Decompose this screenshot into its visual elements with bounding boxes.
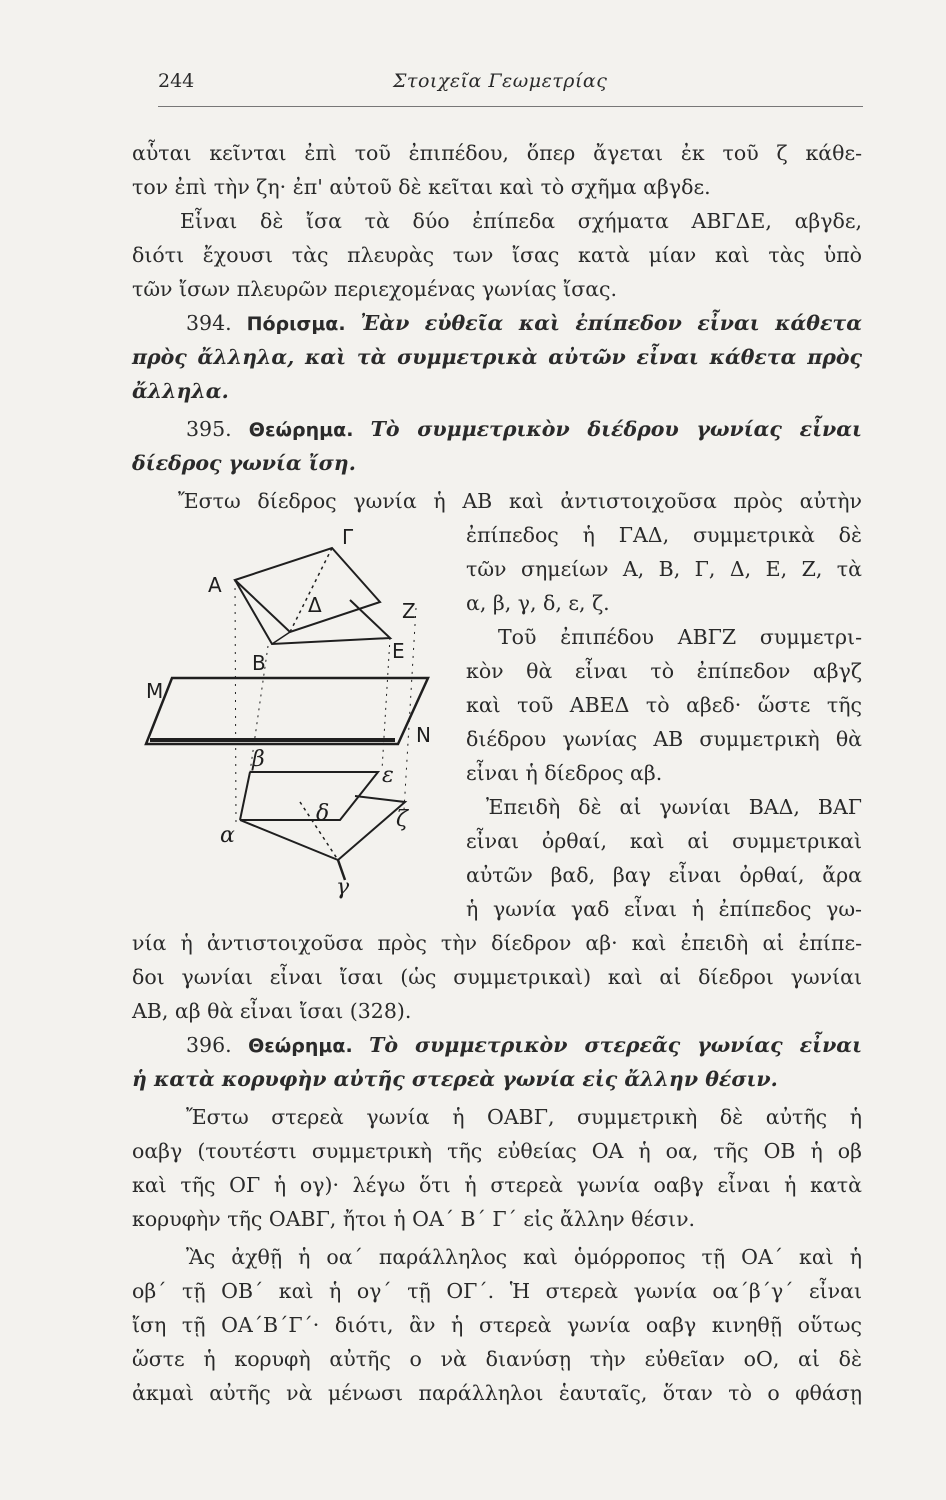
text-line: ἴση τῇ ΟΑ΄Β΄Γ΄· διότι, ἂν ἡ στερεὰ γωνία οαβγ κινηθῇ οὕτως xyxy=(132,1313,862,1337)
text-line: Εἶναι δὲ ἴσα τὰ δύο ἐπίπεδα σχήματα ΑΒΓΔΕ, αβγδε, xyxy=(180,209,862,233)
section-number: 396. xyxy=(186,1033,232,1057)
text-line: ἡ γωνία γαδ εἶναι ἡ ἐπίπεδος γω- xyxy=(466,897,862,921)
text-line: κορυφὴν τῆς ΟΑΒΓ, ἤτοι ἡ ΟΑ΄ Β΄ Γ΄ εἰς ἄλλην θέσιν. xyxy=(132,1207,696,1231)
text-line: νία ἡ ἀντιστοιχοῦσα πρὸς τὴν δίεδρον αβ· καὶ ἐπειδὴ αἱ ἐπίπε- xyxy=(132,931,862,955)
section-statement: ἡ κατὰ κορυφὴν αὐτῆς στερεὰ γωνία εἰς ἄλλην θέσιν. xyxy=(132,1067,778,1091)
text-line: Ἂς ἀχθῇ ἡ οα΄ παράλληλος καὶ ὁμόρροπος τῇ ΟΑ΄ καὶ ἡ xyxy=(186,1245,862,1269)
label-G: Γ xyxy=(342,525,354,549)
label-E: Ε xyxy=(392,639,405,663)
text-line: δοι γωνίαι εἶναι ἴσαι (ὡς συμμετρικαὶ) καὶ αἱ δίεδροι γωνίαι xyxy=(132,965,862,989)
label-A: Α xyxy=(208,573,222,597)
section-statement: ἄλληλα. xyxy=(132,379,229,403)
text-line: καὶ τοῦ ΑΒΕΔ τὸ αβεδ· ὥστε τῆς xyxy=(466,693,862,717)
label-N: N xyxy=(416,723,431,747)
text-line: τῶν σημείων Α, Β, Γ, Δ, Ε, Ζ, τὰ xyxy=(466,557,862,581)
label-b: β xyxy=(252,747,265,772)
text-line: εἶναι ὀρθαί, καὶ αἱ συμμετρικαὶ xyxy=(466,829,862,853)
page-header xyxy=(158,66,863,107)
label-Z: Z xyxy=(402,599,416,623)
text-line: οβ΄ τῇ ΟΒ΄ καὶ ἡ ογ΄ τῇ ΟΓ΄. Ἡ στερεὰ γωνία οα΄β΄γ΄ εἶναι xyxy=(132,1279,862,1303)
dihedral-symmetry-figure xyxy=(140,520,460,900)
text-line: διέδρου γωνίας ΑΒ συμμετρικὴ θὰ xyxy=(466,727,862,751)
label-B: Β xyxy=(252,651,266,675)
text-line: κὸν θὰ εἶναι τὸ ἐπίπεδον αβγζ xyxy=(466,659,862,683)
running-title: Στοιχεῖα Γεωμετρίας xyxy=(393,70,608,92)
text-line: διότι ἔχουσι τὰς πλευρὰς των ἴσας κατὰ μίαν καὶ τὰς ὑπὸ xyxy=(132,243,862,267)
text-line: εἶναι ἡ δίεδρος αβ. xyxy=(466,761,663,785)
text-line: αὐτῶν βαδ, βαγ εἶναι ὀρθαί, ἄρα xyxy=(466,863,862,887)
text-line: Ἔστω δίεδρος γωνία ἡ ΑΒ καὶ ἀντιστοιχοῦσα πρὸς αὐτὴν xyxy=(178,489,862,513)
label-e: ε xyxy=(382,763,394,788)
section-395-line xyxy=(186,414,862,445)
text-line: τῶν ἴσων πλευρῶν περιεχομένας γωνίας ἴσας. xyxy=(132,277,618,301)
section-heading: Πόρισμα. xyxy=(246,313,346,335)
label-d: δ xyxy=(316,801,330,826)
label-a: α xyxy=(220,823,235,848)
figure-svg xyxy=(140,520,460,900)
text-line: α, β, γ, δ, ε, ζ. xyxy=(466,591,610,615)
section-heading: Θεώρημα. xyxy=(248,419,354,441)
text-line: Ἔστω στερεὰ γωνία ἡ ΟΑΒΓ, συμμετρικὴ δὲ αὐτῆς ἡ xyxy=(186,1105,862,1129)
text-line: Τοῦ ἐπιπέδου ΑΒΓΖ συμμετρι- xyxy=(498,625,862,649)
section-statement: Τὸ συμμετρικὸν στερεᾶς γωνίας εἶναι xyxy=(369,1033,862,1057)
section-396-line xyxy=(186,1030,862,1061)
section-statement: πρὸς ἄλληλα, καὶ τὰ συμμετρικὰ αὐτῶν εἶναι κάθετα πρὸς xyxy=(132,345,862,369)
text-line: αὗται κεῖνται ἐπὶ τοῦ ἐπιπέδου, ὅπερ ἄγεται ἐκ τοῦ ζ κάθε- xyxy=(132,141,862,165)
label-M: M xyxy=(146,679,164,703)
section-number: 394. xyxy=(186,311,232,335)
text-line: ἀκμαὶ αὐτῆς νὰ μένωσι παράλληλοι ἑαυταῖς, ὅταν τὸ ο φθάσῃ xyxy=(132,1381,862,1405)
section-statement: Ἐὰν εὐθεῖα καὶ ἐπίπεδον εἶναι κάθετα xyxy=(360,311,862,335)
text-line: τον ἐπὶ τὴν ζη· ἐπ' αὐτοῦ δὲ κεῖται καὶ τὸ σχῆμα αβγδε. xyxy=(132,175,711,199)
label-g: γ xyxy=(336,875,350,900)
text-line: οαβγ (τουτέστι συμμετρικὴ τῆς εὐθείας ΟΑ ἡ οα, τῆς ΟΒ ἡ οβ xyxy=(132,1139,862,1163)
section-number: 395. xyxy=(186,417,232,441)
text-line: ἐπίπεδος ἡ ΓΑΔ, συμμετρικὰ δὲ xyxy=(466,523,862,547)
text-line: ΑΒ, αβ θὰ εἶναι ἴσαι (328). xyxy=(132,999,412,1023)
page-number: 244 xyxy=(158,70,195,92)
section-statement: Τὸ συμμετρικὸν διέδρου γωνίας εἶναι xyxy=(370,417,862,441)
text-line: καὶ τῆς ΟΓ ἡ ογ)· λέγω ὅτι ἡ στερεὰ γωνία οαβγ εἶναι ἡ κατὰ xyxy=(132,1173,862,1197)
section-394-line xyxy=(186,308,862,339)
text-line: Ἐπειδὴ δὲ αἱ γωνίαι ΒΑΔ, ΒΑΓ xyxy=(486,795,862,819)
text-line: ὥστε ἡ κορυφὴ αὐτῆς ο νὰ διανύσῃ τὴν εὐθεῖαν οΟ, αἱ δὲ xyxy=(132,1347,862,1371)
section-heading: Θεώρημα. xyxy=(248,1035,353,1057)
plane-mn xyxy=(146,678,428,744)
label-D: Δ xyxy=(308,593,322,617)
label-z: ζ xyxy=(396,807,408,832)
section-statement: δίεδρος γωνία ἴση. xyxy=(132,451,356,475)
